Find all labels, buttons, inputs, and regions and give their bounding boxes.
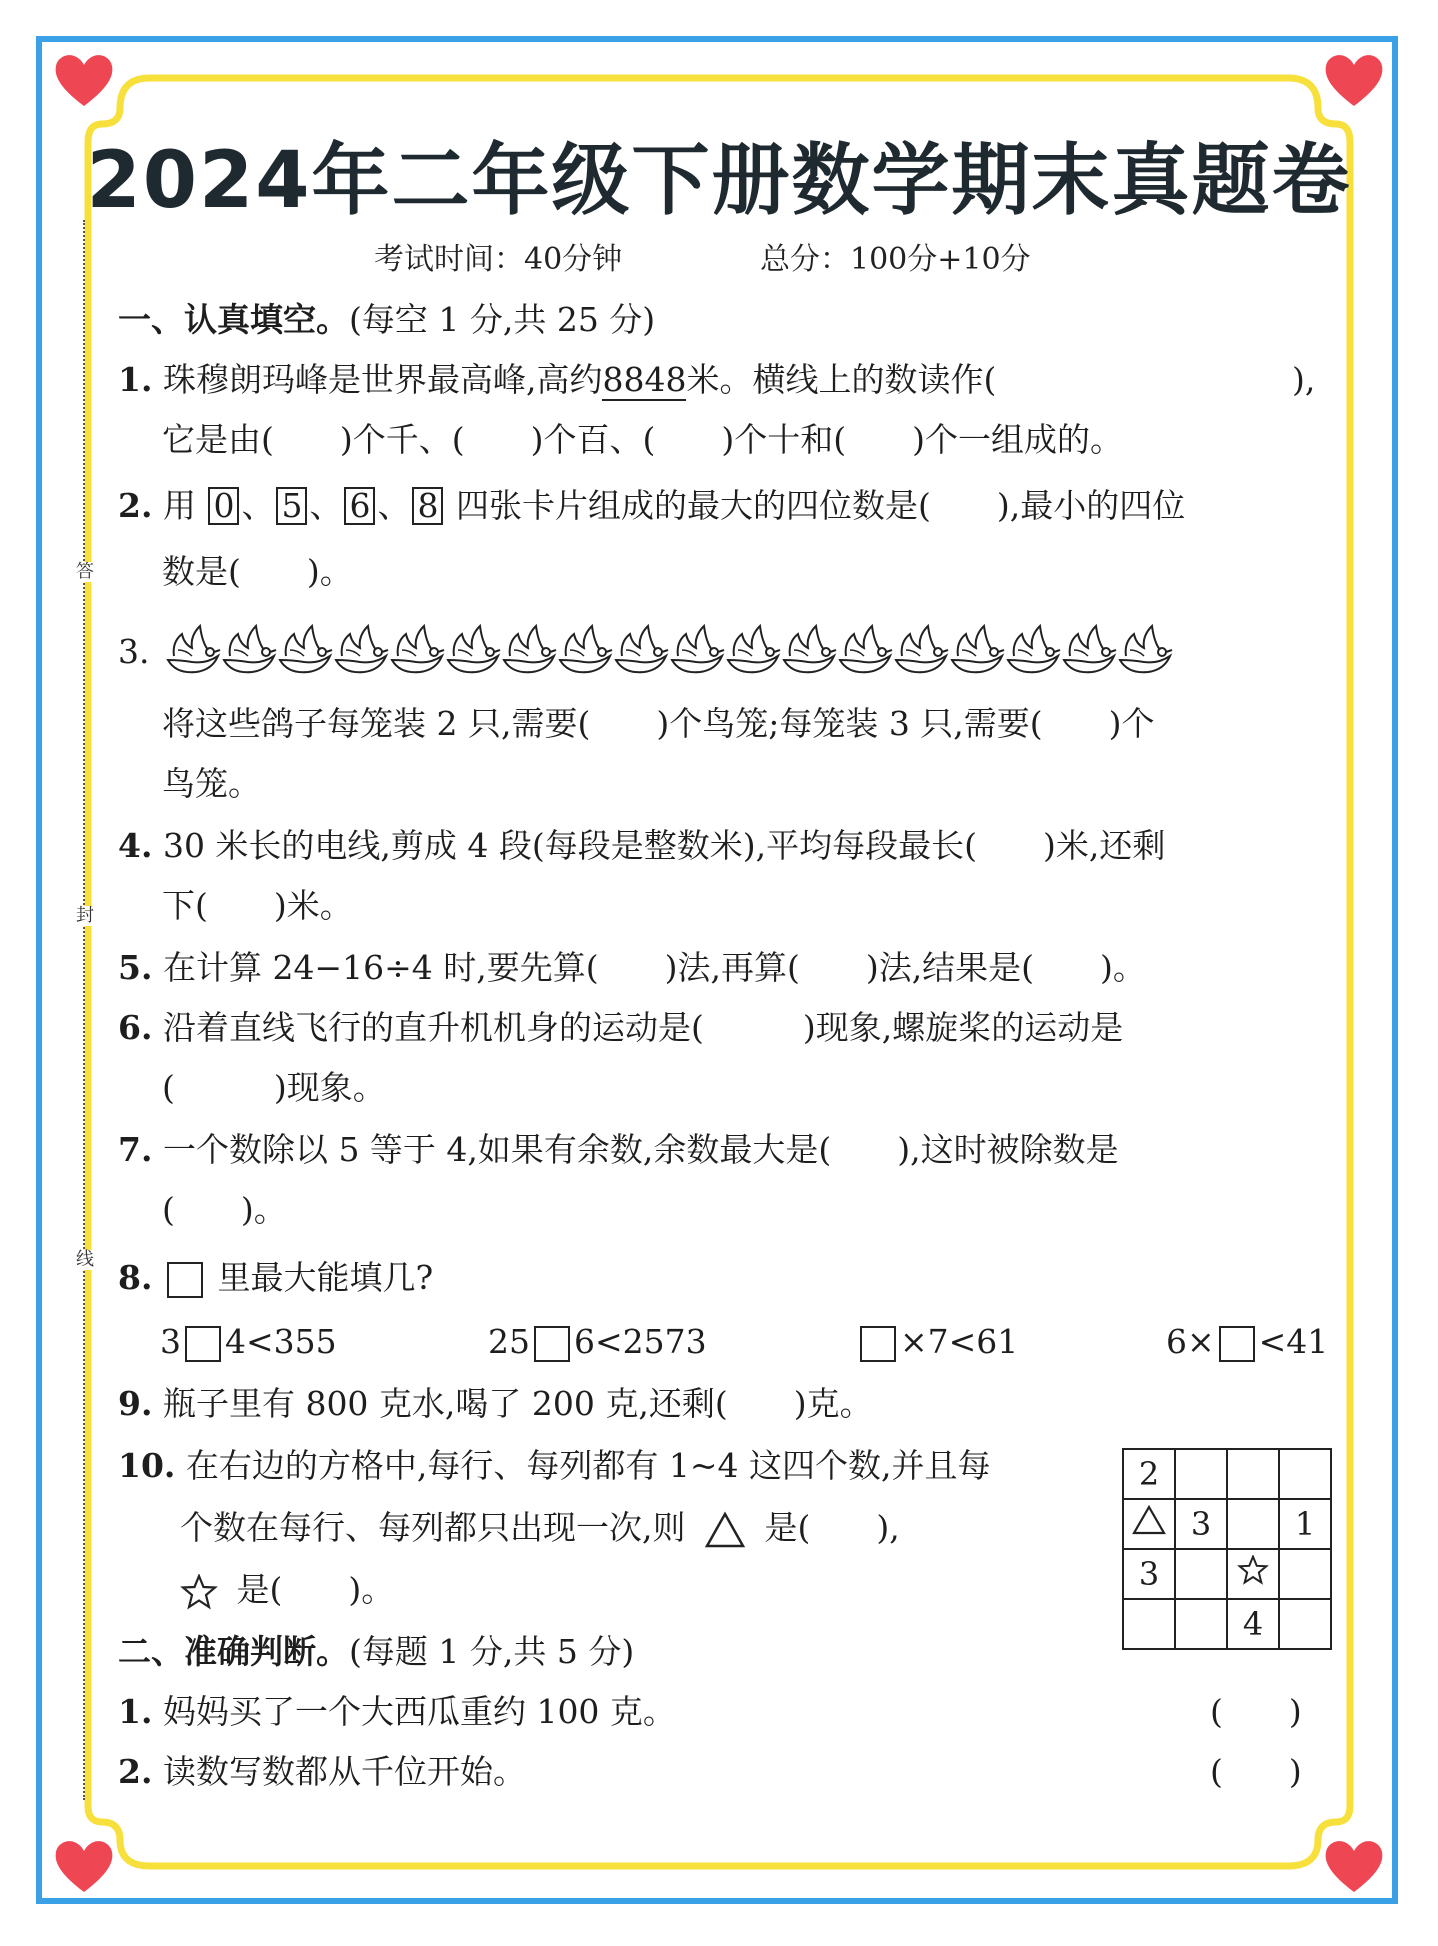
- blank-box: [167, 1262, 203, 1298]
- triangle-icon: [1132, 1505, 1166, 1535]
- number-card: 6: [344, 487, 375, 525]
- question-1-line-2: 它是由( )个千、( )个百、( )个十和( )个一组成的。: [162, 420, 1123, 459]
- number-card: 8: [412, 487, 443, 525]
- pigeon-icon: [728, 626, 780, 672]
- grid-row: [1123, 1449, 1331, 1499]
- pigeon-icon: [1120, 626, 1172, 672]
- question-9: 9. 瓶子里有 800 克水,喝了 200 克,还剩( )克。: [118, 1384, 873, 1423]
- question-5: 5. 在计算 24−16÷4 时,要先算( )法,再算( )法,结果是( )。: [118, 948, 1146, 987]
- pigeon-icon: [168, 626, 220, 672]
- grid-cell: 1: [1279, 1499, 1331, 1549]
- grid-cell: 3: [1123, 1549, 1175, 1599]
- pigeon-icon: [896, 626, 948, 672]
- grid-cell: [1227, 1549, 1279, 1599]
- question-1-line-1: 1. 珠穆朗玛峰是世界最高峰,高约8848米。横线上的数读作(: [118, 360, 997, 399]
- heart-icon: [52, 50, 116, 110]
- grid-row: [1123, 1549, 1331, 1599]
- grid-cell: [1175, 1599, 1227, 1649]
- pigeon-icon: [448, 626, 500, 672]
- q8-item: 25 6<2573: [488, 1322, 707, 1361]
- question-6-line-2: ( )现象。: [162, 1068, 386, 1107]
- pigeon-icon: [1064, 626, 1116, 672]
- grid-cell: [1279, 1449, 1331, 1499]
- question-10-line-3: 是( )。: [180, 1570, 394, 1610]
- grid-cell: [1279, 1549, 1331, 1599]
- question-2-line-1: 2. 用 0 、 5 、 6 、 8 四张卡片组成的最大的四位数是( ),最小的四位: [118, 486, 1186, 525]
- grid-cell: 3: [1175, 1499, 1227, 1549]
- section-1-heading: 一、认真填空。(每空 1 分,共 25 分): [118, 300, 656, 339]
- question-10-line-2: 个数在每行、每列都只出现一次,则 是( ),: [180, 1508, 900, 1547]
- grid-cell: 2: [1123, 1449, 1175, 1499]
- blank-box: [1219, 1326, 1255, 1362]
- answer-paren: ( ): [1210, 1692, 1302, 1731]
- grid-cell: [1279, 1599, 1331, 1649]
- total-score: 总分：100分+10分: [760, 242, 1031, 277]
- q8-item: ×7<61: [856, 1322, 1018, 1362]
- pigeon-icon: [280, 626, 332, 672]
- triangle-icon: [704, 1511, 746, 1549]
- grid-cell: [1123, 1599, 1175, 1649]
- pigeon-icon: [952, 626, 1004, 672]
- pigeon-icon: [1008, 626, 1060, 672]
- cut-line-char: 线: [76, 1249, 94, 1270]
- grid-row: [1123, 1499, 1331, 1549]
- question-6-line-1: 6. 沿着直线飞行的直升机机身的运动是( )现象,螺旋桨的运动是: [118, 1008, 1124, 1047]
- q8-item: 6× <41: [1166, 1322, 1329, 1361]
- question-3-line-2: 鸟笼。: [162, 764, 261, 803]
- pigeon-icon: [224, 626, 276, 672]
- pigeon-icon: [616, 626, 668, 672]
- page-title: 2024年二年级下册数学期末真题卷: [86, 136, 1352, 226]
- pigeon-row: [162, 616, 1182, 680]
- judgement-item-1: 1. 妈妈买了一个大西瓜重约 100 克。: [118, 1692, 676, 1731]
- blank-box: [534, 1326, 570, 1362]
- pigeon-icon: [784, 626, 836, 672]
- pigeon-icon: [840, 626, 892, 672]
- q1-paren-close: ),: [1292, 360, 1316, 399]
- grid-cell: [1175, 1549, 1227, 1599]
- question-3-number: 3.: [118, 632, 150, 671]
- question-4-line-1: 4. 30 米长的电线,剪成 4 段(每段是整数米),平均每段最长( )米,还剩: [118, 826, 1166, 865]
- blank-box: [185, 1326, 221, 1362]
- heart-icon: [52, 1836, 116, 1896]
- star-icon: [180, 1574, 218, 1610]
- cut-line: [83, 220, 85, 1800]
- question-2-line-2: 数是( )。: [162, 552, 353, 591]
- number-card: 0: [208, 487, 239, 525]
- heart-icon: [1322, 1836, 1386, 1896]
- q8-item: 3 4<355: [160, 1322, 337, 1361]
- question-4-line-2: 下( )米。: [162, 886, 353, 925]
- grid-cell: 4: [1227, 1599, 1279, 1649]
- pigeon-icon: [504, 626, 556, 672]
- question-8: 8. 里最大能填几?: [118, 1258, 434, 1297]
- cut-line-char: 答: [76, 561, 94, 582]
- question-7-line-1: 7. 一个数除以 5 等于 4,如果有余数,余数最大是( ),这时被除数是: [118, 1130, 1119, 1169]
- exam-time: 考试时间：40分钟: [374, 242, 623, 277]
- blank-box: [860, 1326, 896, 1362]
- pigeon-icon: [560, 626, 612, 672]
- pigeon-icon: [336, 626, 388, 672]
- question-3-line-1: 将这些鸽子每笼装 2 只,需要( )个鸟笼;每笼装 3 只,需要( )个: [162, 704, 1155, 743]
- number-card: 5: [276, 487, 307, 525]
- grid-cell: [1227, 1499, 1279, 1549]
- section-2-heading: 二、准确判断。(每题 1 分,共 5 分): [118, 1632, 635, 1671]
- question-7-line-2: ( )。: [162, 1190, 287, 1229]
- pigeon-icon: [392, 626, 444, 672]
- answer-paren: ( ): [1210, 1752, 1302, 1791]
- cut-line-char: 封: [76, 905, 94, 926]
- grid-cell: [1175, 1449, 1227, 1499]
- sudoku-grid: [1122, 1448, 1332, 1650]
- pigeon-icon: [672, 626, 724, 672]
- judgement-item-2: 2. 读数写数都从千位开始。: [118, 1752, 526, 1791]
- heart-icon: [1322, 50, 1386, 110]
- grid-row: [1123, 1599, 1331, 1649]
- grid-cell: [1227, 1449, 1279, 1499]
- star-icon: [1237, 1555, 1269, 1585]
- question-10-line-1: 10. 在右边的方格中,每行、每列都有 1~4 这四个数,并且每: [118, 1446, 991, 1485]
- underlined-number: 8848: [602, 360, 687, 399]
- grid-cell: [1123, 1499, 1175, 1549]
